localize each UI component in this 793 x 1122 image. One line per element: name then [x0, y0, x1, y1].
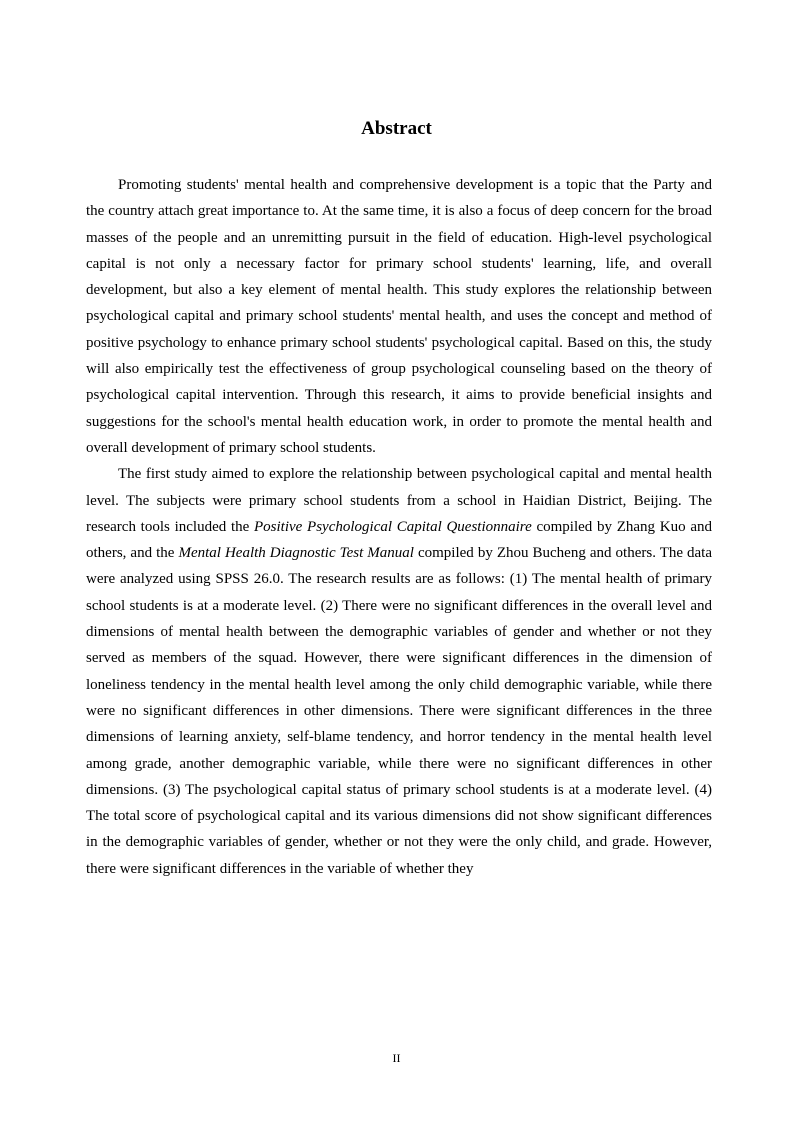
- paragraph-2-text-a: The first study aimed to explore the relationship between psychological capital and mental health level. The subjects were primary school students from a school in Haidian District, Beijing. The research tools included the: [86, 466, 712, 535]
- page-number: II: [392, 1051, 401, 1065]
- paragraph-2-text-c: compiled by Zhou Bucheng and others. The data were analyzed using SPSS 26.0. The research results are as follows: (1) The mental health of primary school students is at a moderate level. (2) There were no significant differences in the overall level and dimensions of mental health between the demographic variables of gender and whether or not they served as members of the squad. However, there were significant differences in the dimension of loneliness tendency in the mental health level among the only child demographic variable, while there were no significant differences in other dimensions. There were significant differences in the three dimensions of learning anxiety, self-blame tendency, and horror tendency in the mental health level among grade, another demographic variable, while there were no significant differences in other dimensions. (3) The psychological capital status of primary school students is at a moderate level. (4) The total score of psychological capital and its various dimensions did not show significant differences in the demographic variables of gender, whether or not they were the only child, and grade. However, there were significant differences in the variable of whether they: [86, 545, 713, 877]
- abstract-body: [86, 172, 712, 882]
- questionnaire-title: Positive Psychological Capital Questionnaire: [254, 518, 532, 535]
- page-title: Abstract: [361, 118, 432, 139]
- manual-title: Mental Health Diagnostic Test Manual: [178, 545, 414, 562]
- paragraph-2-text-b: compiled by Zhang Kuo and others, and the: [86, 518, 712, 562]
- paragraph-2: [86, 461, 712, 882]
- paragraph-1: Promoting students' mental health and comprehensive development is a topic that the Party and the country attach great importance to. At the same time, it is also a focus of deep concern for the broad masses of the people and an unremitting pursuit in the field of education. High-level psychological capital is not only a necessary factor for primary school students' learning, life, and overall development, but also a key element of mental health. This study explores the relationship between psychological capital and primary school students' mental health, and uses the concept and method of positive psychology to enhance primary school students' psychological capital. Based on this, the study will also empirically test the effectiveness of group psychological counseling based on the theory of psychological capital intervention. Through this research, it aims to provide beneficial insights and suggestions for the school's mental health education work, in order to promote the mental health and overall development of primary school students.: [86, 177, 712, 456]
